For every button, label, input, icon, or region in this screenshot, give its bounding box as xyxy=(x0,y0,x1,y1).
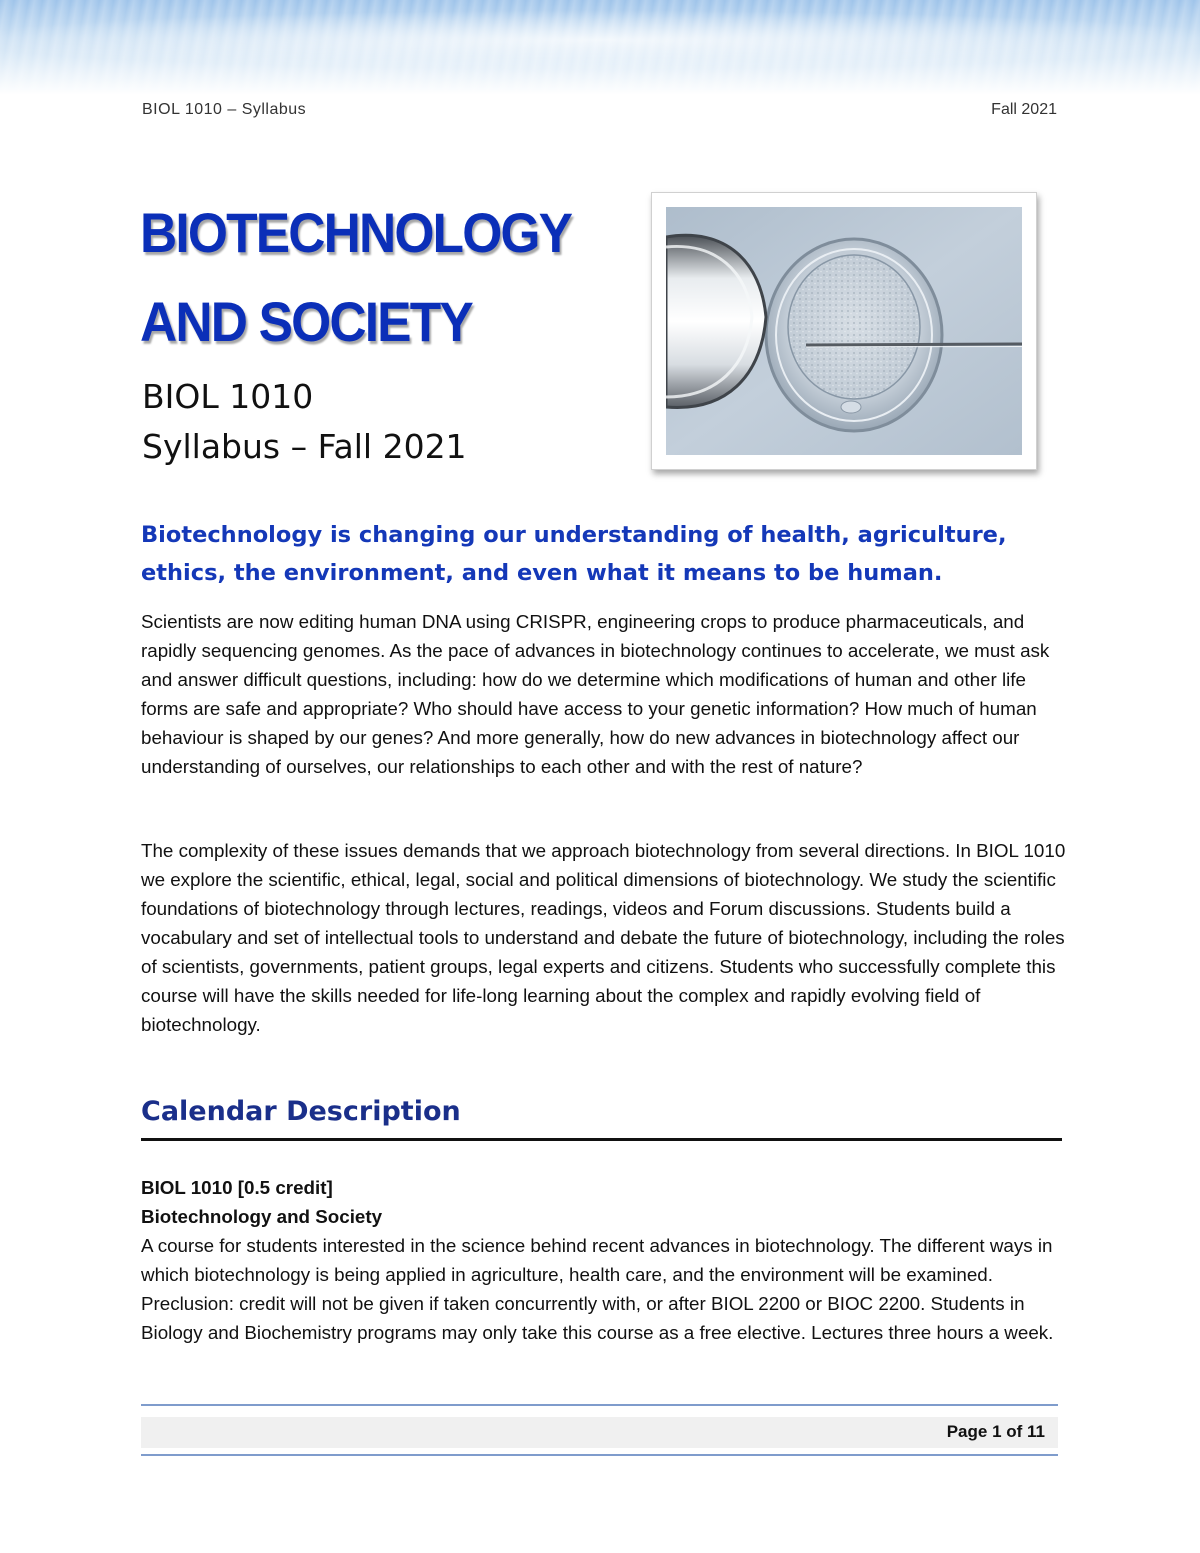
intro-paragraph-1: Scientists are now editing human DNA using CRISPR, engineering crops to produce pharmaceuticals, and rapidly sequencing genomes. As the pace of advances in biotechnology continues to accelerate, we must ask and answer difficult questions, including: how do we determine which modifications of human and other life forms are safe and appropriate? Who should have access to your genetic information? How much of human behaviour is shaped by our genes? And more generally, how do new advances in biotechnology affect our understanding of ourselves, our relationships to each other and with the rest of nature? xyxy=(141,611,1050,777)
footer-divider-top xyxy=(141,1404,1058,1406)
cover-photo xyxy=(651,192,1037,470)
lead-statement: Biotechnology is changing our understanding of health, agriculture, ethics, the environment, and even what it means to be human. xyxy=(141,522,1007,586)
intro-paragraph-2: The complexity of these issues demands that we approach biotechnology from several directions. In BIOL 1010 we explore the scientific, ethical, legal, social and political dimensions of biotechnology. We study the scientific foundations of biotechnology through lectures, readings, videos and Forum discussions. Students build a vocabulary and set of intellectual tools to understand and debate the future of biotechnology, including the roles of scientists, governments, patient groups, legal experts and citizens. Students who successfully complete this course will have the skills needed for life-long learning about the complex and rapidly evolving field of biotechnology. xyxy=(141,840,1066,1035)
course-name: Biotechnology and Society xyxy=(141,1206,383,1227)
footer-divider-bottom xyxy=(141,1454,1058,1456)
running-header-course: BIOL 1010 – Syllabus xyxy=(142,101,307,118)
section-heading-calendar: Calendar Description xyxy=(141,1096,461,1127)
course-code: BIOL 1010 xyxy=(142,377,314,416)
course-description: A course for students interested in the science behind recent advances in biotechnology. The different ways in which biotechnology is being applied in agriculture, health care, and the environment will be examined. Preclusion: credit will not be given if taken concurrently with, or after BIOL 2200 or BIOC 2200. Students in Biology and Biochemistry programs may only take this course as a free elective. Lectures three hours a week. xyxy=(141,1235,1054,1343)
calendar-description-block xyxy=(141,1173,1071,1347)
header-banner xyxy=(0,0,1200,95)
page-number: Page 1 of 11 xyxy=(946,1422,1045,1441)
microinjection-egg-cell-photo xyxy=(666,207,1022,455)
footer-band xyxy=(141,1417,1058,1448)
running-header-term: Fall 2021 xyxy=(991,101,1057,118)
document-title-line-2: AND SOCIETY xyxy=(140,290,472,353)
syllabus-term: Syllabus – Fall 2021 xyxy=(142,427,467,466)
document-title-line-1: BIOTECHNOLOGY xyxy=(140,201,572,264)
section-divider xyxy=(141,1138,1062,1141)
course-code-credit: BIOL 1010 [0.5 credit] xyxy=(141,1177,333,1198)
